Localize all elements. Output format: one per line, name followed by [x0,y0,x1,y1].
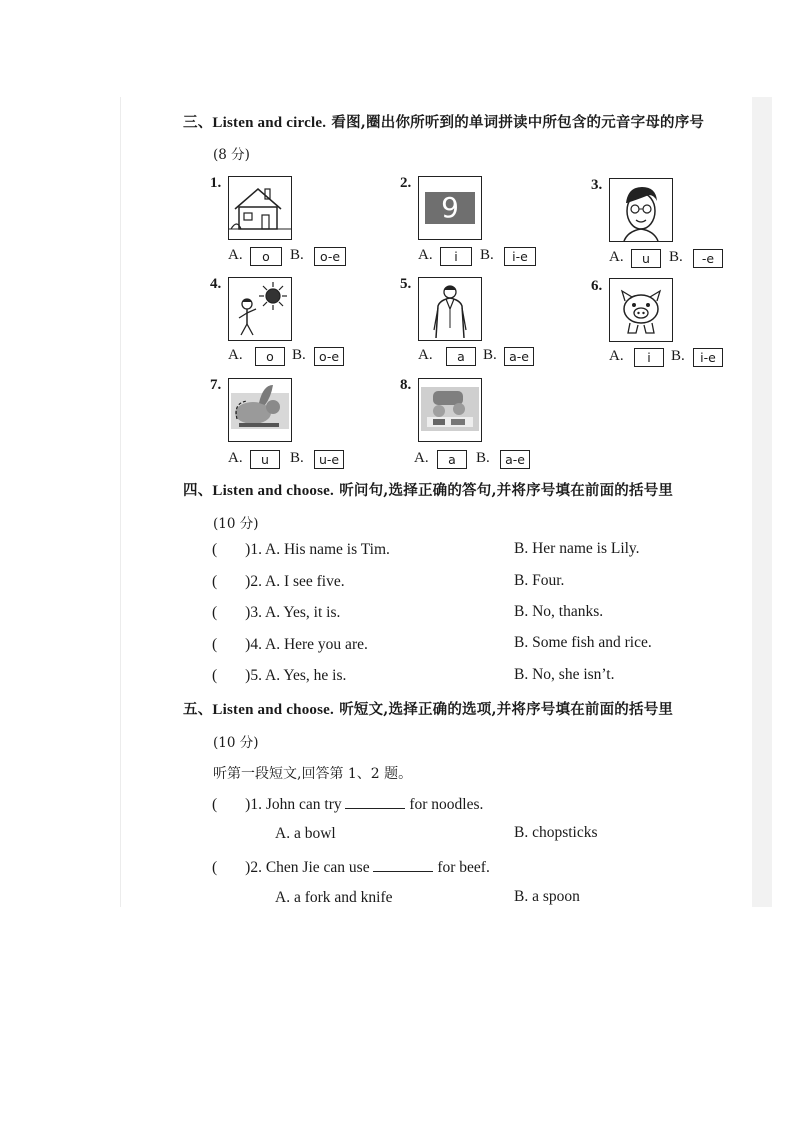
question-row [212,857,490,877]
item-number: 2. [400,175,412,191]
option-b-box[interactable]: o-e [314,347,344,366]
section5-title-cn: 听短文,选择正确的选项,并将序号填在前面的括号里 [339,701,674,718]
question-text-before: John can try [265,796,342,813]
option-a-label: A. [228,247,243,263]
boy-sun-icon [228,277,292,341]
choice-b: B. Her name is Lily. [514,540,640,557]
option-b-label: B. [290,247,304,263]
option-a-box[interactable]: u [250,450,280,469]
item-number: 6. [591,278,603,294]
question-number: )1. [245,541,262,558]
option-b-box[interactable]: u-e [314,450,344,469]
choice-a: A. I see five. [265,573,345,590]
answer-bracket[interactable]: ( [212,667,218,684]
nine-label: 9 [425,192,475,224]
section4-title [183,479,673,500]
question-number: )3. [245,604,262,621]
option-a-label: A. [228,347,243,363]
choice-a: A. Yes, he is. [265,667,347,684]
question-row [212,604,340,622]
option-a-label: A. [414,450,429,466]
option-b-label: B. [671,348,685,364]
option-b-label: B. [476,450,490,466]
option-a-box[interactable]: o [250,247,282,266]
question-text-after: for beef. [437,859,490,876]
section5-title [183,698,673,719]
choice-b: B. chopsticks [514,824,598,841]
option-b-label: B. [480,247,494,263]
question-number: )2. [245,573,262,590]
option-a-label: A. [609,348,624,364]
fill-blank[interactable] [373,857,433,872]
option-a-box[interactable]: o [255,347,285,366]
answer-bracket[interactable]: ( [212,604,218,621]
question-number: )5. [245,667,262,684]
choice-a: A. His name is Tim. [265,541,390,558]
option-a-box[interactable]: i [634,348,664,367]
option-a-label: A. [418,347,433,363]
option-b-box[interactable]: i-e [693,348,723,367]
choice-b: B. Four. [514,572,565,589]
section3-score: (8 分) [213,147,250,163]
option-b-box[interactable]: a-e [500,450,530,469]
question-row [212,573,345,591]
option-b-label: B. [290,450,304,466]
section4-title-cn: 听问句,选择正确的答句,并将序号填在前面的括号里 [339,482,674,499]
answer-bracket[interactable]: ( [212,859,218,876]
option-b-box[interactable]: i-e [504,247,536,266]
option-b-label: B. [669,249,683,265]
section3-title-cn: 看图,圈出你所听到的单词拼读中所包含的元音字母的序号 [331,114,705,131]
section3-title [183,111,704,132]
answer-bracket[interactable]: ( [212,796,218,813]
children-reading-icon [418,378,482,442]
section4-title-en: Listen and choose. [212,483,334,499]
question-number: )4. [245,636,262,653]
choice-a: A. a fork and knife [275,889,393,906]
section4-score: (10 分) [213,516,259,532]
option-a-box[interactable]: i [440,247,472,266]
section5-number: 五、 [183,701,213,718]
question-row [212,636,368,654]
section5-score: (10 分) [213,735,259,751]
option-a-label: A. [228,450,243,466]
option-b-label: B. [292,347,306,363]
choice-a: A. a bowl [275,825,336,842]
section5-instruction: 听第一段短文,回答第 1、2 题。 [213,766,413,782]
item-number: 1. [210,175,222,191]
man-face-icon [609,178,673,242]
item-number: 3. [591,177,603,193]
option-a-box[interactable]: u [631,249,661,268]
answer-bracket[interactable]: ( [212,541,218,558]
question-row [212,794,483,814]
choice-b: B. Some fish and rice. [514,634,652,651]
answer-bracket[interactable]: ( [212,636,218,653]
item-number: 7. [210,377,222,393]
choice-b: B. No, thanks. [514,603,604,620]
item-number: 4. [210,276,222,292]
option-a-box[interactable]: a [437,450,467,469]
question-text-before: Chen Jie can use [265,859,370,876]
option-b-box[interactable]: -e [693,249,723,268]
man-suit-icon [418,277,482,341]
answer-bracket[interactable]: ( [212,573,218,590]
choice-a: A. Here you are. [265,636,368,653]
question-number: )1. [245,796,262,813]
number-nine-icon [418,176,482,240]
house-icon [228,176,292,240]
section3-title-en: Listen and circle. [212,115,327,131]
option-b-box[interactable]: o-e [314,247,346,266]
option-b-box[interactable]: a-e [504,347,534,366]
choice-b: B. No, she isn’t. [514,666,615,683]
section3-number: 三、 [183,114,213,131]
page-edge-shadow [752,97,772,907]
choice-b: B. a spoon [514,888,580,905]
pig-icon [609,278,673,342]
fill-blank[interactable] [345,794,405,809]
item-number: 8. [400,377,412,393]
section4-number: 四、 [183,482,213,499]
section5-title-en: Listen and choose. [212,702,334,718]
item-number: 5. [400,276,412,292]
question-number: )2. [245,859,262,876]
question-text-after: for noodles. [409,796,484,813]
question-row [212,667,346,685]
option-b-label: B. [483,347,497,363]
option-a-label: A. [609,249,624,265]
option-a-label: A. [418,247,433,263]
choice-a: A. Yes, it is. [265,604,341,621]
option-a-box[interactable]: a [446,347,476,366]
rabbit-icon [228,378,292,442]
question-row [212,541,390,559]
